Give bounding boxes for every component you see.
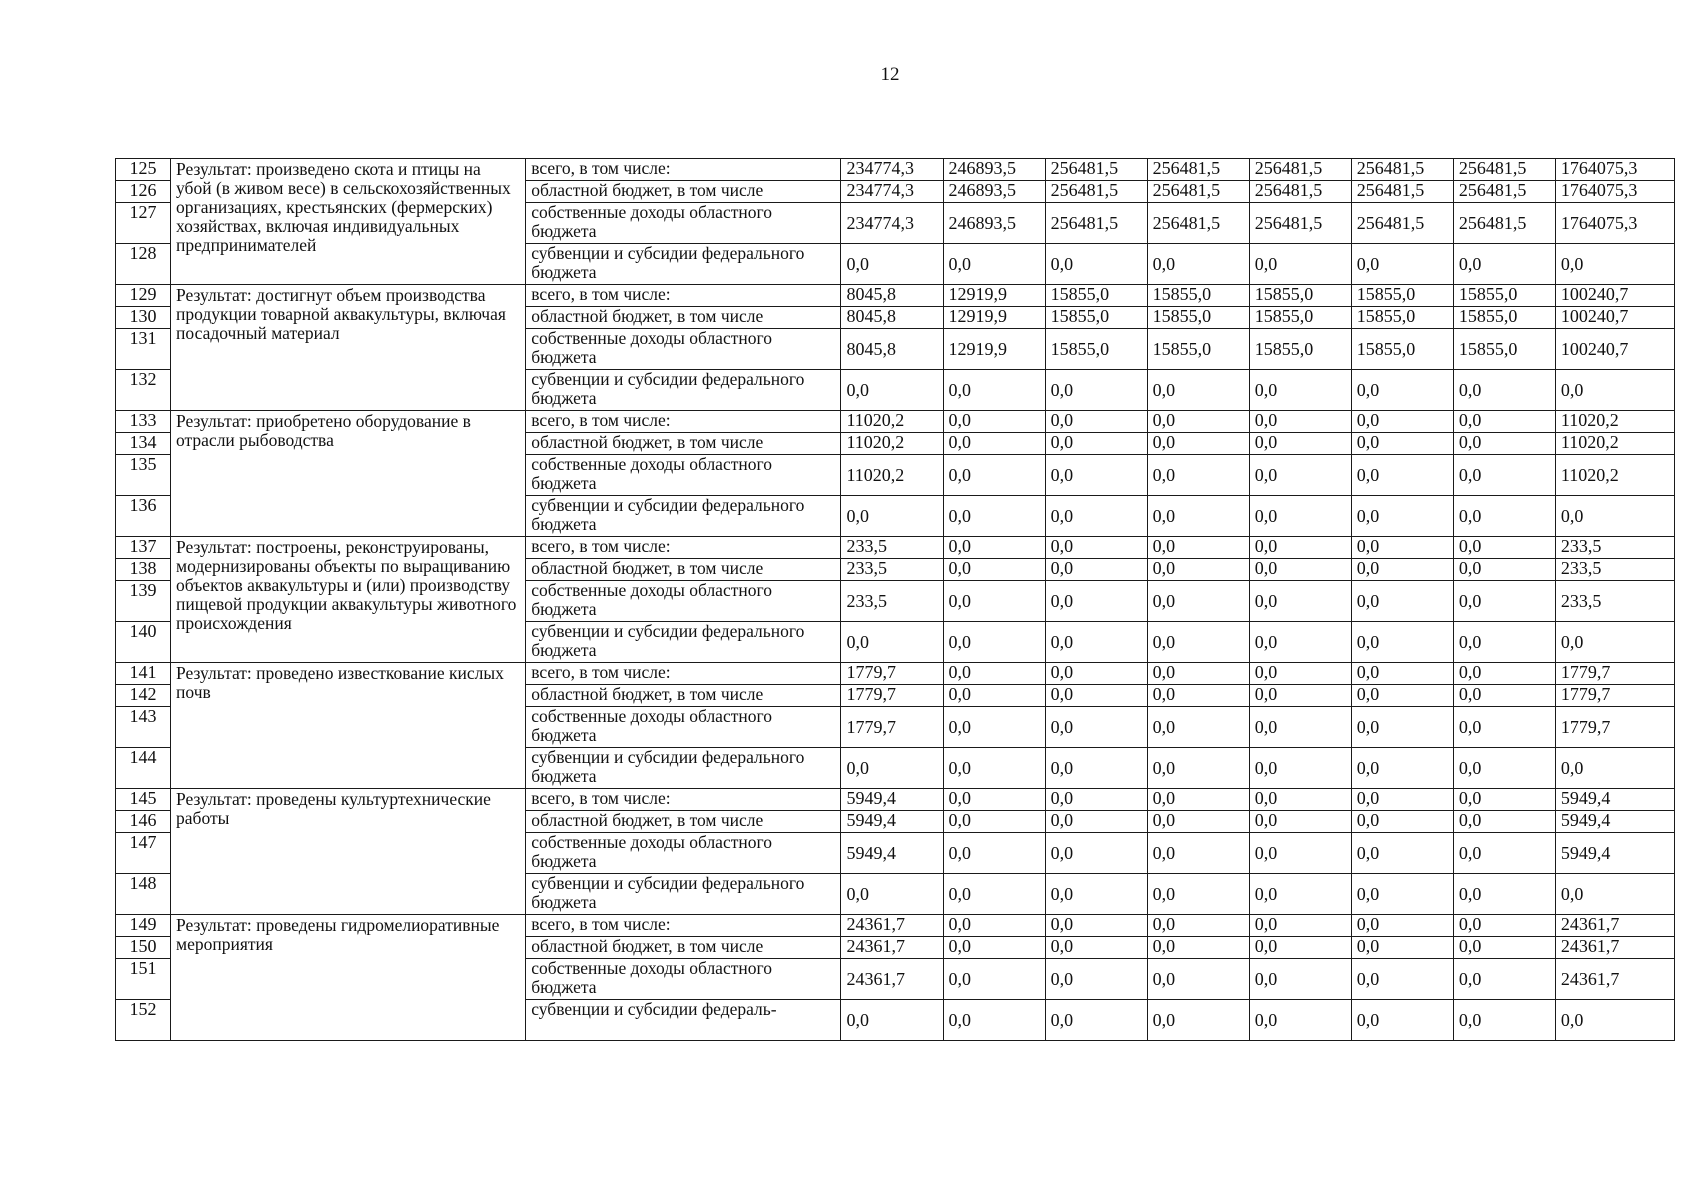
value-cell: 0,0 <box>1045 244 1147 285</box>
row-number: 130 <box>116 307 171 329</box>
value-cell: 0,0 <box>1351 581 1453 622</box>
funding-category: субвенции и субсидии федерального бюджета <box>526 622 841 663</box>
result-description: Результат: проведены гидромелиоративные мероприятия <box>171 915 526 1041</box>
row-number: 140 <box>116 622 171 663</box>
row-number: 125 <box>116 159 171 181</box>
value-cell: 0,0 <box>1249 959 1351 1000</box>
table-row <box>116 915 1675 937</box>
row-number: 143 <box>116 707 171 748</box>
funding-category: субвенции и субсидии федерального бюджета <box>526 874 841 915</box>
value-cell: 0,0 <box>1249 622 1351 663</box>
value-cell: 1779,7 <box>841 707 943 748</box>
value-cell: 0,0 <box>1147 1000 1249 1041</box>
budget-table <box>115 158 1675 1041</box>
total-value-cell: 24361,7 <box>1555 915 1674 937</box>
value-cell: 0,0 <box>1453 537 1555 559</box>
value-cell: 256481,5 <box>1453 181 1555 203</box>
row-number: 141 <box>116 663 171 685</box>
funding-category: всего, в том числе: <box>526 789 841 811</box>
value-cell: 0,0 <box>1045 789 1147 811</box>
value-cell: 0,0 <box>1045 874 1147 915</box>
value-cell: 0,0 <box>1249 537 1351 559</box>
value-cell: 15855,0 <box>1249 329 1351 370</box>
value-cell: 11020,2 <box>841 455 943 496</box>
value-cell: 234774,3 <box>841 159 943 181</box>
value-cell: 0,0 <box>943 685 1045 707</box>
budget-table-container <box>115 158 1675 1041</box>
value-cell: 0,0 <box>1147 707 1249 748</box>
value-cell: 0,0 <box>1453 622 1555 663</box>
value-cell: 0,0 <box>1249 833 1351 874</box>
value-cell: 0,0 <box>943 411 1045 433</box>
value-cell: 0,0 <box>1453 244 1555 285</box>
total-value-cell: 233,5 <box>1555 559 1674 581</box>
value-cell: 0,0 <box>1351 915 1453 937</box>
value-cell: 0,0 <box>1045 937 1147 959</box>
value-cell: 0,0 <box>1453 937 1555 959</box>
row-number: 128 <box>116 244 171 285</box>
value-cell: 256481,5 <box>1249 181 1351 203</box>
value-cell: 0,0 <box>943 1000 1045 1041</box>
value-cell: 0,0 <box>943 433 1045 455</box>
value-cell: 0,0 <box>1453 685 1555 707</box>
total-value-cell: 0,0 <box>1555 748 1674 789</box>
value-cell: 0,0 <box>1351 559 1453 581</box>
value-cell: 0,0 <box>1147 915 1249 937</box>
value-cell: 0,0 <box>943 748 1045 789</box>
value-cell: 0,0 <box>1045 370 1147 411</box>
value-cell: 0,0 <box>1147 789 1249 811</box>
value-cell: 0,0 <box>943 663 1045 685</box>
row-number: 133 <box>116 411 171 433</box>
value-cell: 246893,5 <box>943 203 1045 244</box>
value-cell: 256481,5 <box>1249 159 1351 181</box>
row-number: 138 <box>116 559 171 581</box>
row-number: 134 <box>116 433 171 455</box>
funding-category: собственные доходы областного бюджета <box>526 581 841 622</box>
funding-category: областной бюджет, в том числе <box>526 937 841 959</box>
value-cell: 0,0 <box>1351 244 1453 285</box>
funding-category: субвенции и субсидии федерального бюджета <box>526 370 841 411</box>
value-cell: 0,0 <box>1249 707 1351 748</box>
value-cell: 233,5 <box>841 581 943 622</box>
value-cell: 15855,0 <box>1453 329 1555 370</box>
value-cell: 0,0 <box>1351 874 1453 915</box>
funding-category: собственные доходы областного бюджета <box>526 959 841 1000</box>
value-cell: 0,0 <box>1045 748 1147 789</box>
value-cell: 1779,7 <box>841 685 943 707</box>
value-cell: 0,0 <box>1249 370 1351 411</box>
value-cell: 0,0 <box>943 937 1045 959</box>
value-cell: 0,0 <box>1351 433 1453 455</box>
value-cell: 0,0 <box>1045 622 1147 663</box>
total-value-cell: 100240,7 <box>1555 285 1674 307</box>
table-row <box>116 411 1675 433</box>
total-value-cell: 233,5 <box>1555 537 1674 559</box>
total-value-cell: 1764075,3 <box>1555 203 1674 244</box>
total-value-cell: 0,0 <box>1555 622 1674 663</box>
value-cell: 0,0 <box>1147 959 1249 1000</box>
value-cell: 0,0 <box>1453 559 1555 581</box>
value-cell: 24361,7 <box>841 915 943 937</box>
value-cell: 24361,7 <box>841 937 943 959</box>
value-cell: 256481,5 <box>1249 203 1351 244</box>
total-value-cell: 5949,4 <box>1555 789 1674 811</box>
table-row <box>116 789 1675 811</box>
funding-category: областной бюджет, в том числе <box>526 181 841 203</box>
value-cell: 256481,5 <box>1147 159 1249 181</box>
value-cell: 0,0 <box>1351 622 1453 663</box>
value-cell: 0,0 <box>1453 915 1555 937</box>
funding-category: субвенции и субсидии федераль- <box>526 1000 841 1041</box>
row-number: 144 <box>116 748 171 789</box>
value-cell: 0,0 <box>841 244 943 285</box>
funding-category: всего, в том числе: <box>526 411 841 433</box>
value-cell: 15855,0 <box>1453 307 1555 329</box>
value-cell: 0,0 <box>1351 811 1453 833</box>
total-value-cell: 5949,4 <box>1555 811 1674 833</box>
value-cell: 0,0 <box>1045 496 1147 537</box>
value-cell: 0,0 <box>1147 663 1249 685</box>
value-cell: 0,0 <box>943 370 1045 411</box>
value-cell: 0,0 <box>1453 496 1555 537</box>
value-cell: 0,0 <box>841 370 943 411</box>
table-row <box>116 159 1675 181</box>
value-cell: 0,0 <box>1249 496 1351 537</box>
value-cell: 5949,4 <box>841 833 943 874</box>
value-cell: 0,0 <box>1045 915 1147 937</box>
value-cell: 0,0 <box>1249 789 1351 811</box>
value-cell: 11020,2 <box>841 433 943 455</box>
funding-category: областной бюджет, в том числе <box>526 433 841 455</box>
total-value-cell: 11020,2 <box>1555 411 1674 433</box>
value-cell: 0,0 <box>1351 959 1453 1000</box>
total-value-cell: 0,0 <box>1555 874 1674 915</box>
funding-category: всего, в том числе: <box>526 663 841 685</box>
funding-category: собственные доходы областного бюджета <box>526 455 841 496</box>
value-cell: 0,0 <box>1249 559 1351 581</box>
row-number: 150 <box>116 937 171 959</box>
row-number: 131 <box>116 329 171 370</box>
value-cell: 0,0 <box>943 622 1045 663</box>
value-cell: 0,0 <box>1147 937 1249 959</box>
total-value-cell: 1779,7 <box>1555 663 1674 685</box>
value-cell: 0,0 <box>943 707 1045 748</box>
value-cell: 0,0 <box>1147 685 1249 707</box>
value-cell: 8045,8 <box>841 285 943 307</box>
value-cell: 0,0 <box>1249 411 1351 433</box>
value-cell: 0,0 <box>1045 811 1147 833</box>
value-cell: 0,0 <box>1147 874 1249 915</box>
value-cell: 0,0 <box>1453 370 1555 411</box>
page-number: 12 <box>880 64 900 85</box>
row-number: 137 <box>116 537 171 559</box>
value-cell: 256481,5 <box>1045 203 1147 244</box>
value-cell: 12919,9 <box>943 329 1045 370</box>
total-value-cell: 1779,7 <box>1555 685 1674 707</box>
value-cell: 0,0 <box>1351 496 1453 537</box>
value-cell: 0,0 <box>1045 833 1147 874</box>
total-value-cell: 0,0 <box>1555 1000 1674 1041</box>
value-cell: 0,0 <box>841 496 943 537</box>
value-cell: 0,0 <box>1249 455 1351 496</box>
funding-category: всего, в том числе: <box>526 915 841 937</box>
result-description: Результат: проведены культуртехнические работы <box>171 789 526 915</box>
value-cell: 0,0 <box>1147 811 1249 833</box>
funding-category: субвенции и субсидии федерального бюджета <box>526 244 841 285</box>
value-cell: 0,0 <box>1045 433 1147 455</box>
value-cell: 256481,5 <box>1351 181 1453 203</box>
value-cell: 0,0 <box>1045 663 1147 685</box>
value-cell: 0,0 <box>1453 789 1555 811</box>
value-cell: 15855,0 <box>1045 285 1147 307</box>
value-cell: 0,0 <box>1351 370 1453 411</box>
value-cell: 15855,0 <box>1351 285 1453 307</box>
value-cell: 256481,5 <box>1045 181 1147 203</box>
row-number: 152 <box>116 1000 171 1041</box>
value-cell: 0,0 <box>943 959 1045 1000</box>
value-cell: 5949,4 <box>841 789 943 811</box>
value-cell: 5949,4 <box>841 811 943 833</box>
result-description: Результат: приобретено оборудование в отрасли рыбоводства <box>171 411 526 537</box>
value-cell: 0,0 <box>841 748 943 789</box>
value-cell: 256481,5 <box>1147 203 1249 244</box>
value-cell: 0,0 <box>1453 811 1555 833</box>
value-cell: 0,0 <box>1453 959 1555 1000</box>
value-cell: 246893,5 <box>943 181 1045 203</box>
value-cell: 256481,5 <box>1147 181 1249 203</box>
value-cell: 0,0 <box>943 833 1045 874</box>
value-cell: 0,0 <box>841 1000 943 1041</box>
value-cell: 0,0 <box>1249 433 1351 455</box>
value-cell: 0,0 <box>1453 707 1555 748</box>
value-cell: 0,0 <box>1351 455 1453 496</box>
funding-category: областной бюджет, в том числе <box>526 811 841 833</box>
value-cell: 0,0 <box>1147 622 1249 663</box>
funding-category: всего, в том числе: <box>526 285 841 307</box>
table-row <box>116 663 1675 685</box>
value-cell: 0,0 <box>1351 789 1453 811</box>
funding-category: областной бюджет, в том числе <box>526 307 841 329</box>
value-cell: 0,0 <box>1147 370 1249 411</box>
funding-category: всего, в том числе: <box>526 159 841 181</box>
value-cell: 0,0 <box>943 496 1045 537</box>
value-cell: 0,0 <box>1045 1000 1147 1041</box>
total-value-cell: 1764075,3 <box>1555 159 1674 181</box>
value-cell: 0,0 <box>943 559 1045 581</box>
value-cell: 0,0 <box>1249 244 1351 285</box>
table-row <box>116 285 1675 307</box>
total-value-cell: 11020,2 <box>1555 433 1674 455</box>
result-description: Результат: проведено известкование кислых почв <box>171 663 526 789</box>
value-cell: 0,0 <box>1453 1000 1555 1041</box>
row-number: 129 <box>116 285 171 307</box>
value-cell: 233,5 <box>841 559 943 581</box>
value-cell: 1779,7 <box>841 663 943 685</box>
value-cell: 0,0 <box>1351 411 1453 433</box>
value-cell: 0,0 <box>1147 748 1249 789</box>
value-cell: 0,0 <box>1147 537 1249 559</box>
value-cell: 0,0 <box>1045 559 1147 581</box>
total-value-cell: 233,5 <box>1555 581 1674 622</box>
value-cell: 12919,9 <box>943 285 1045 307</box>
value-cell: 12919,9 <box>943 307 1045 329</box>
value-cell: 0,0 <box>1147 581 1249 622</box>
value-cell: 0,0 <box>1147 496 1249 537</box>
funding-category: всего, в том числе: <box>526 537 841 559</box>
value-cell: 0,0 <box>943 811 1045 833</box>
total-value-cell: 100240,7 <box>1555 307 1674 329</box>
value-cell: 0,0 <box>1147 559 1249 581</box>
value-cell: 0,0 <box>1453 411 1555 433</box>
table-row <box>116 537 1675 559</box>
value-cell: 0,0 <box>1351 537 1453 559</box>
table-body <box>116 159 1675 1041</box>
funding-category: собственные доходы областного бюджета <box>526 329 841 370</box>
value-cell: 0,0 <box>1249 663 1351 685</box>
value-cell: 8045,8 <box>841 307 943 329</box>
row-number: 136 <box>116 496 171 537</box>
value-cell: 0,0 <box>1249 581 1351 622</box>
total-value-cell: 0,0 <box>1555 244 1674 285</box>
value-cell: 0,0 <box>1045 537 1147 559</box>
value-cell: 0,0 <box>943 581 1045 622</box>
value-cell: 233,5 <box>841 537 943 559</box>
value-cell: 246893,5 <box>943 159 1045 181</box>
value-cell: 15855,0 <box>1249 285 1351 307</box>
value-cell: 0,0 <box>1045 455 1147 496</box>
value-cell: 0,0 <box>1249 915 1351 937</box>
value-cell: 0,0 <box>1351 748 1453 789</box>
value-cell: 15855,0 <box>1147 307 1249 329</box>
value-cell: 0,0 <box>841 622 943 663</box>
result-description: Результат: произведено скота и птицы на убой (в живом весе) в сельскохозяйственных организациях, крестьянских (фермерских) хозяйствах, включая индивидуальных предпринимателей <box>171 159 526 285</box>
value-cell: 0,0 <box>1045 707 1147 748</box>
value-cell: 15855,0 <box>1351 307 1453 329</box>
total-value-cell: 1779,7 <box>1555 707 1674 748</box>
value-cell: 256481,5 <box>1045 159 1147 181</box>
total-value-cell: 0,0 <box>1555 370 1674 411</box>
total-value-cell: 24361,7 <box>1555 937 1674 959</box>
value-cell: 0,0 <box>1045 411 1147 433</box>
value-cell: 0,0 <box>1453 833 1555 874</box>
value-cell: 15855,0 <box>1351 329 1453 370</box>
total-value-cell: 24361,7 <box>1555 959 1674 1000</box>
value-cell: 234774,3 <box>841 181 943 203</box>
value-cell: 256481,5 <box>1351 203 1453 244</box>
value-cell: 0,0 <box>1147 455 1249 496</box>
total-value-cell: 1764075,3 <box>1555 181 1674 203</box>
row-number: 147 <box>116 833 171 874</box>
value-cell: 0,0 <box>943 915 1045 937</box>
row-number: 127 <box>116 203 171 244</box>
value-cell: 0,0 <box>1147 411 1249 433</box>
value-cell: 0,0 <box>1249 1000 1351 1041</box>
row-number: 132 <box>116 370 171 411</box>
value-cell: 0,0 <box>1453 748 1555 789</box>
row-number: 135 <box>116 455 171 496</box>
row-number: 145 <box>116 789 171 811</box>
value-cell: 0,0 <box>1351 1000 1453 1041</box>
value-cell: 256481,5 <box>1351 159 1453 181</box>
row-number: 126 <box>116 181 171 203</box>
value-cell: 15855,0 <box>1249 307 1351 329</box>
value-cell: 0,0 <box>943 537 1045 559</box>
value-cell: 0,0 <box>1249 685 1351 707</box>
total-value-cell: 0,0 <box>1555 496 1674 537</box>
value-cell: 0,0 <box>1147 244 1249 285</box>
row-number: 148 <box>116 874 171 915</box>
value-cell: 0,0 <box>943 244 1045 285</box>
value-cell: 15855,0 <box>1147 329 1249 370</box>
funding-category: субвенции и субсидии федерального бюджета <box>526 748 841 789</box>
value-cell: 0,0 <box>1351 663 1453 685</box>
value-cell: 0,0 <box>1249 748 1351 789</box>
total-value-cell: 100240,7 <box>1555 329 1674 370</box>
value-cell: 15855,0 <box>1045 329 1147 370</box>
funding-category: собственные доходы областного бюджета <box>526 707 841 748</box>
value-cell: 0,0 <box>1249 874 1351 915</box>
total-value-cell: 11020,2 <box>1555 455 1674 496</box>
value-cell: 0,0 <box>1453 581 1555 622</box>
row-number: 151 <box>116 959 171 1000</box>
value-cell: 0,0 <box>1351 833 1453 874</box>
value-cell: 0,0 <box>1045 685 1147 707</box>
funding-category: областной бюджет, в том числе <box>526 685 841 707</box>
value-cell: 24361,7 <box>841 959 943 1000</box>
value-cell: 0,0 <box>1351 937 1453 959</box>
value-cell: 256481,5 <box>1453 159 1555 181</box>
value-cell: 0,0 <box>943 789 1045 811</box>
value-cell: 15855,0 <box>1045 307 1147 329</box>
value-cell: 0,0 <box>1351 685 1453 707</box>
funding-category: субвенции и субсидии федерального бюджета <box>526 496 841 537</box>
value-cell: 234774,3 <box>841 203 943 244</box>
value-cell: 0,0 <box>1453 433 1555 455</box>
value-cell: 0,0 <box>1045 959 1147 1000</box>
funding-category: собственные доходы областного бюджета <box>526 203 841 244</box>
value-cell: 0,0 <box>1453 455 1555 496</box>
value-cell: 15855,0 <box>1453 285 1555 307</box>
row-number: 146 <box>116 811 171 833</box>
value-cell: 0,0 <box>1351 707 1453 748</box>
result-description: Результат: достигнут объем производства продукции товарной аквакультуры, включая посадочный материал <box>171 285 526 411</box>
result-description: Результат: построены, реконструированы, модернизированы объекты по выращиванию объектов аквакультуры и (или) производству пищевой продукции аквакультуры животного происхождения <box>171 537 526 663</box>
value-cell: 8045,8 <box>841 329 943 370</box>
value-cell: 0,0 <box>1453 874 1555 915</box>
value-cell: 0,0 <box>1147 833 1249 874</box>
value-cell: 0,0 <box>1249 811 1351 833</box>
value-cell: 0,0 <box>1045 581 1147 622</box>
funding-category: областной бюджет, в том числе <box>526 559 841 581</box>
funding-category: собственные доходы областного бюджета <box>526 833 841 874</box>
total-value-cell: 5949,4 <box>1555 833 1674 874</box>
value-cell: 0,0 <box>943 455 1045 496</box>
value-cell: 256481,5 <box>1453 203 1555 244</box>
value-cell: 0,0 <box>1249 937 1351 959</box>
value-cell: 0,0 <box>841 874 943 915</box>
value-cell: 0,0 <box>943 874 1045 915</box>
value-cell: 11020,2 <box>841 411 943 433</box>
row-number: 139 <box>116 581 171 622</box>
value-cell: 15855,0 <box>1147 285 1249 307</box>
value-cell: 0,0 <box>1147 433 1249 455</box>
value-cell: 0,0 <box>1453 663 1555 685</box>
row-number: 149 <box>116 915 171 937</box>
row-number: 142 <box>116 685 171 707</box>
